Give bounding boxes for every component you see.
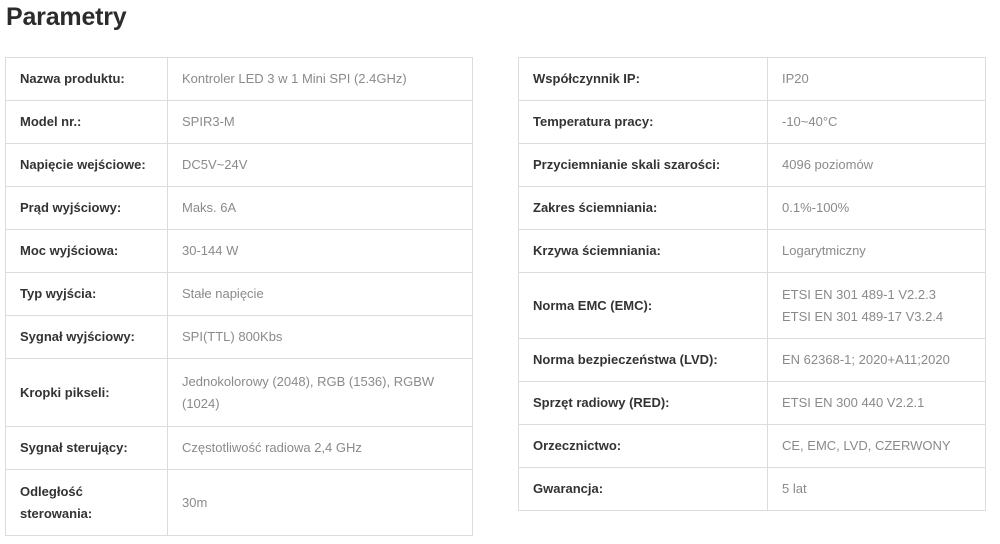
param-label: Nazwa produktu: [6, 58, 168, 101]
param-value: 4096 poziomów [768, 144, 986, 187]
page-title: Parametry [6, 3, 127, 31]
param-value: SPIR3-M [168, 101, 473, 144]
param-label: Odległość sterowania: [6, 470, 168, 536]
table-row [6, 359, 473, 427]
param-label: Sygnał sterujący: [6, 427, 168, 470]
param-label: Współczynnik IP: [519, 58, 768, 101]
param-value: -10~40°C [768, 101, 986, 144]
param-label: Gwarancja: [519, 468, 768, 511]
param-value: Logarytmiczny [768, 230, 986, 273]
table-row [519, 230, 986, 273]
table-row [519, 273, 986, 339]
param-label: Sygnał wyjściowy: [6, 316, 168, 359]
param-label: Kropki pikseli: [6, 359, 168, 427]
parameters-table-left [5, 57, 473, 536]
table-row [6, 470, 473, 536]
table-row [6, 58, 473, 101]
param-value: DC5V~24V [168, 144, 473, 187]
param-label: Norma EMC (EMC): [519, 273, 768, 339]
param-value: 5 lat [768, 468, 986, 511]
emc-standard-line: ETSI EN 301 489-17 V3.2.4 [782, 308, 944, 324]
emc-standard-line: ETSI EN 301 489-1 V2.2.3 [782, 286, 936, 302]
table-row [6, 230, 473, 273]
param-value: Stałe napięcie [168, 273, 473, 316]
table-row [519, 144, 986, 187]
param-label: Norma bezpieczeństwa (LVD): [519, 339, 768, 382]
param-label: Napięcie wejściowe: [6, 144, 168, 187]
param-value: CE, EMC, LVD, CZERWONY [768, 425, 986, 468]
param-label: Sprzęt radiowy (RED): [519, 382, 768, 425]
param-label: Prąd wyjściowy: [6, 187, 168, 230]
table-row [519, 425, 986, 468]
param-value [768, 273, 986, 339]
param-value: Częstotliwość radiowa 2,4 GHz [168, 427, 473, 470]
param-value: Jednokolorowy (2048), RGB (1536), RGBW (1024) [168, 359, 473, 427]
param-label: Przyciemnianie skali szarości: [519, 144, 768, 187]
table-row [6, 427, 473, 470]
param-label: Moc wyjściowa: [6, 230, 168, 273]
param-value: Kontroler LED 3 w 1 Mini SPI (2.4GHz) [168, 58, 473, 101]
table-row [519, 58, 986, 101]
param-label: Zakres ściemniania: [519, 187, 768, 230]
table-row [6, 144, 473, 187]
parameters-table-right [518, 57, 986, 511]
table-row [6, 273, 473, 316]
param-value: EN 62368-1; 2020+A11;2020 [768, 339, 986, 382]
param-value: ETSI EN 300 440 V2.2.1 [768, 382, 986, 425]
table-row [519, 382, 986, 425]
param-label: Model nr.: [6, 101, 168, 144]
param-value: 0.1%-100% [768, 187, 986, 230]
table-row [6, 316, 473, 359]
table-row [519, 468, 986, 511]
table-row [519, 339, 986, 382]
param-label: Orzecznictwo: [519, 425, 768, 468]
param-value: 30-144 W [168, 230, 473, 273]
param-label: Typ wyjścia: [6, 273, 168, 316]
table-row [6, 101, 473, 144]
param-value: SPI(TTL) 800Kbs [168, 316, 473, 359]
param-label: Temperatura pracy: [519, 101, 768, 144]
table-row [519, 187, 986, 230]
table-row [6, 187, 473, 230]
param-value: Maks. 6A [168, 187, 473, 230]
table-row [519, 101, 986, 144]
param-label: Krzywa ściemniania: [519, 230, 768, 273]
param-value: 30m [168, 470, 473, 536]
param-value: IP20 [768, 58, 986, 101]
